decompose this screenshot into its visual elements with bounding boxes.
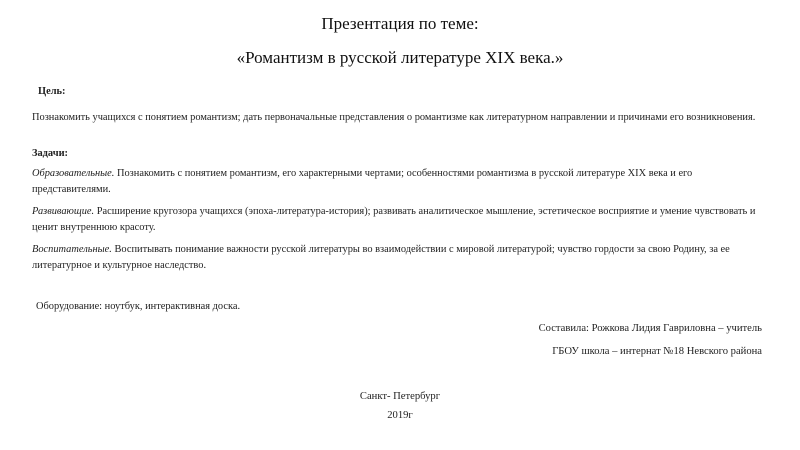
task-developmental: [32, 204, 772, 236]
task-educational: [32, 166, 772, 198]
task-upbringing: [32, 242, 772, 274]
tasks-label: Задачи:: [32, 148, 69, 159]
task-educational-text: Познакомить с понятием романтизм, его характерными чертами; особенностями романтизма в русской литературе XIX века и его представителями.: [32, 168, 693, 195]
task-developmental-lead: Развивающие.: [32, 206, 95, 217]
year-line: 2019г: [387, 410, 413, 421]
goal-label: Цель:: [38, 86, 66, 97]
slide-title-line-2: «Романтизм в русской литературе XIX века.»: [236, 48, 564, 67]
task-developmental-text: Расширение кругозора учащихся (эпоха-литература-история); развивать аналитическое мышление, эстетическое восприятие и умение чувствовать и ценит внутреннюю красоту.: [32, 206, 756, 233]
slide-title-line-1: Презентация по теме:: [321, 14, 479, 33]
equipment-text: Оборудование: ноутбук, интерактивная доска.: [36, 301, 241, 312]
task-educational-lead: Образовательные.: [32, 168, 115, 179]
author-line: Составила: Рожкова Лидия Гавриловна – учитель: [538, 323, 762, 334]
goal-text: Познакомить учащихся с понятием романтизм; дать первоначальные представления о романтизме как литературном направлении и причинами его возникновения.: [32, 112, 756, 123]
city-line: Санкт- Петербург: [359, 391, 441, 402]
school-line: ГБОУ школа – интернат №18 Невского района: [552, 346, 762, 357]
task-upbringing-text: Воспитывать понимание важности русской литературы во взаимодействии с мировой литературой; чувство гордости за свою Родину, за ее литературное и культурное наследство.: [32, 244, 730, 271]
task-upbringing-lead: Воспитательные.: [32, 244, 112, 255]
